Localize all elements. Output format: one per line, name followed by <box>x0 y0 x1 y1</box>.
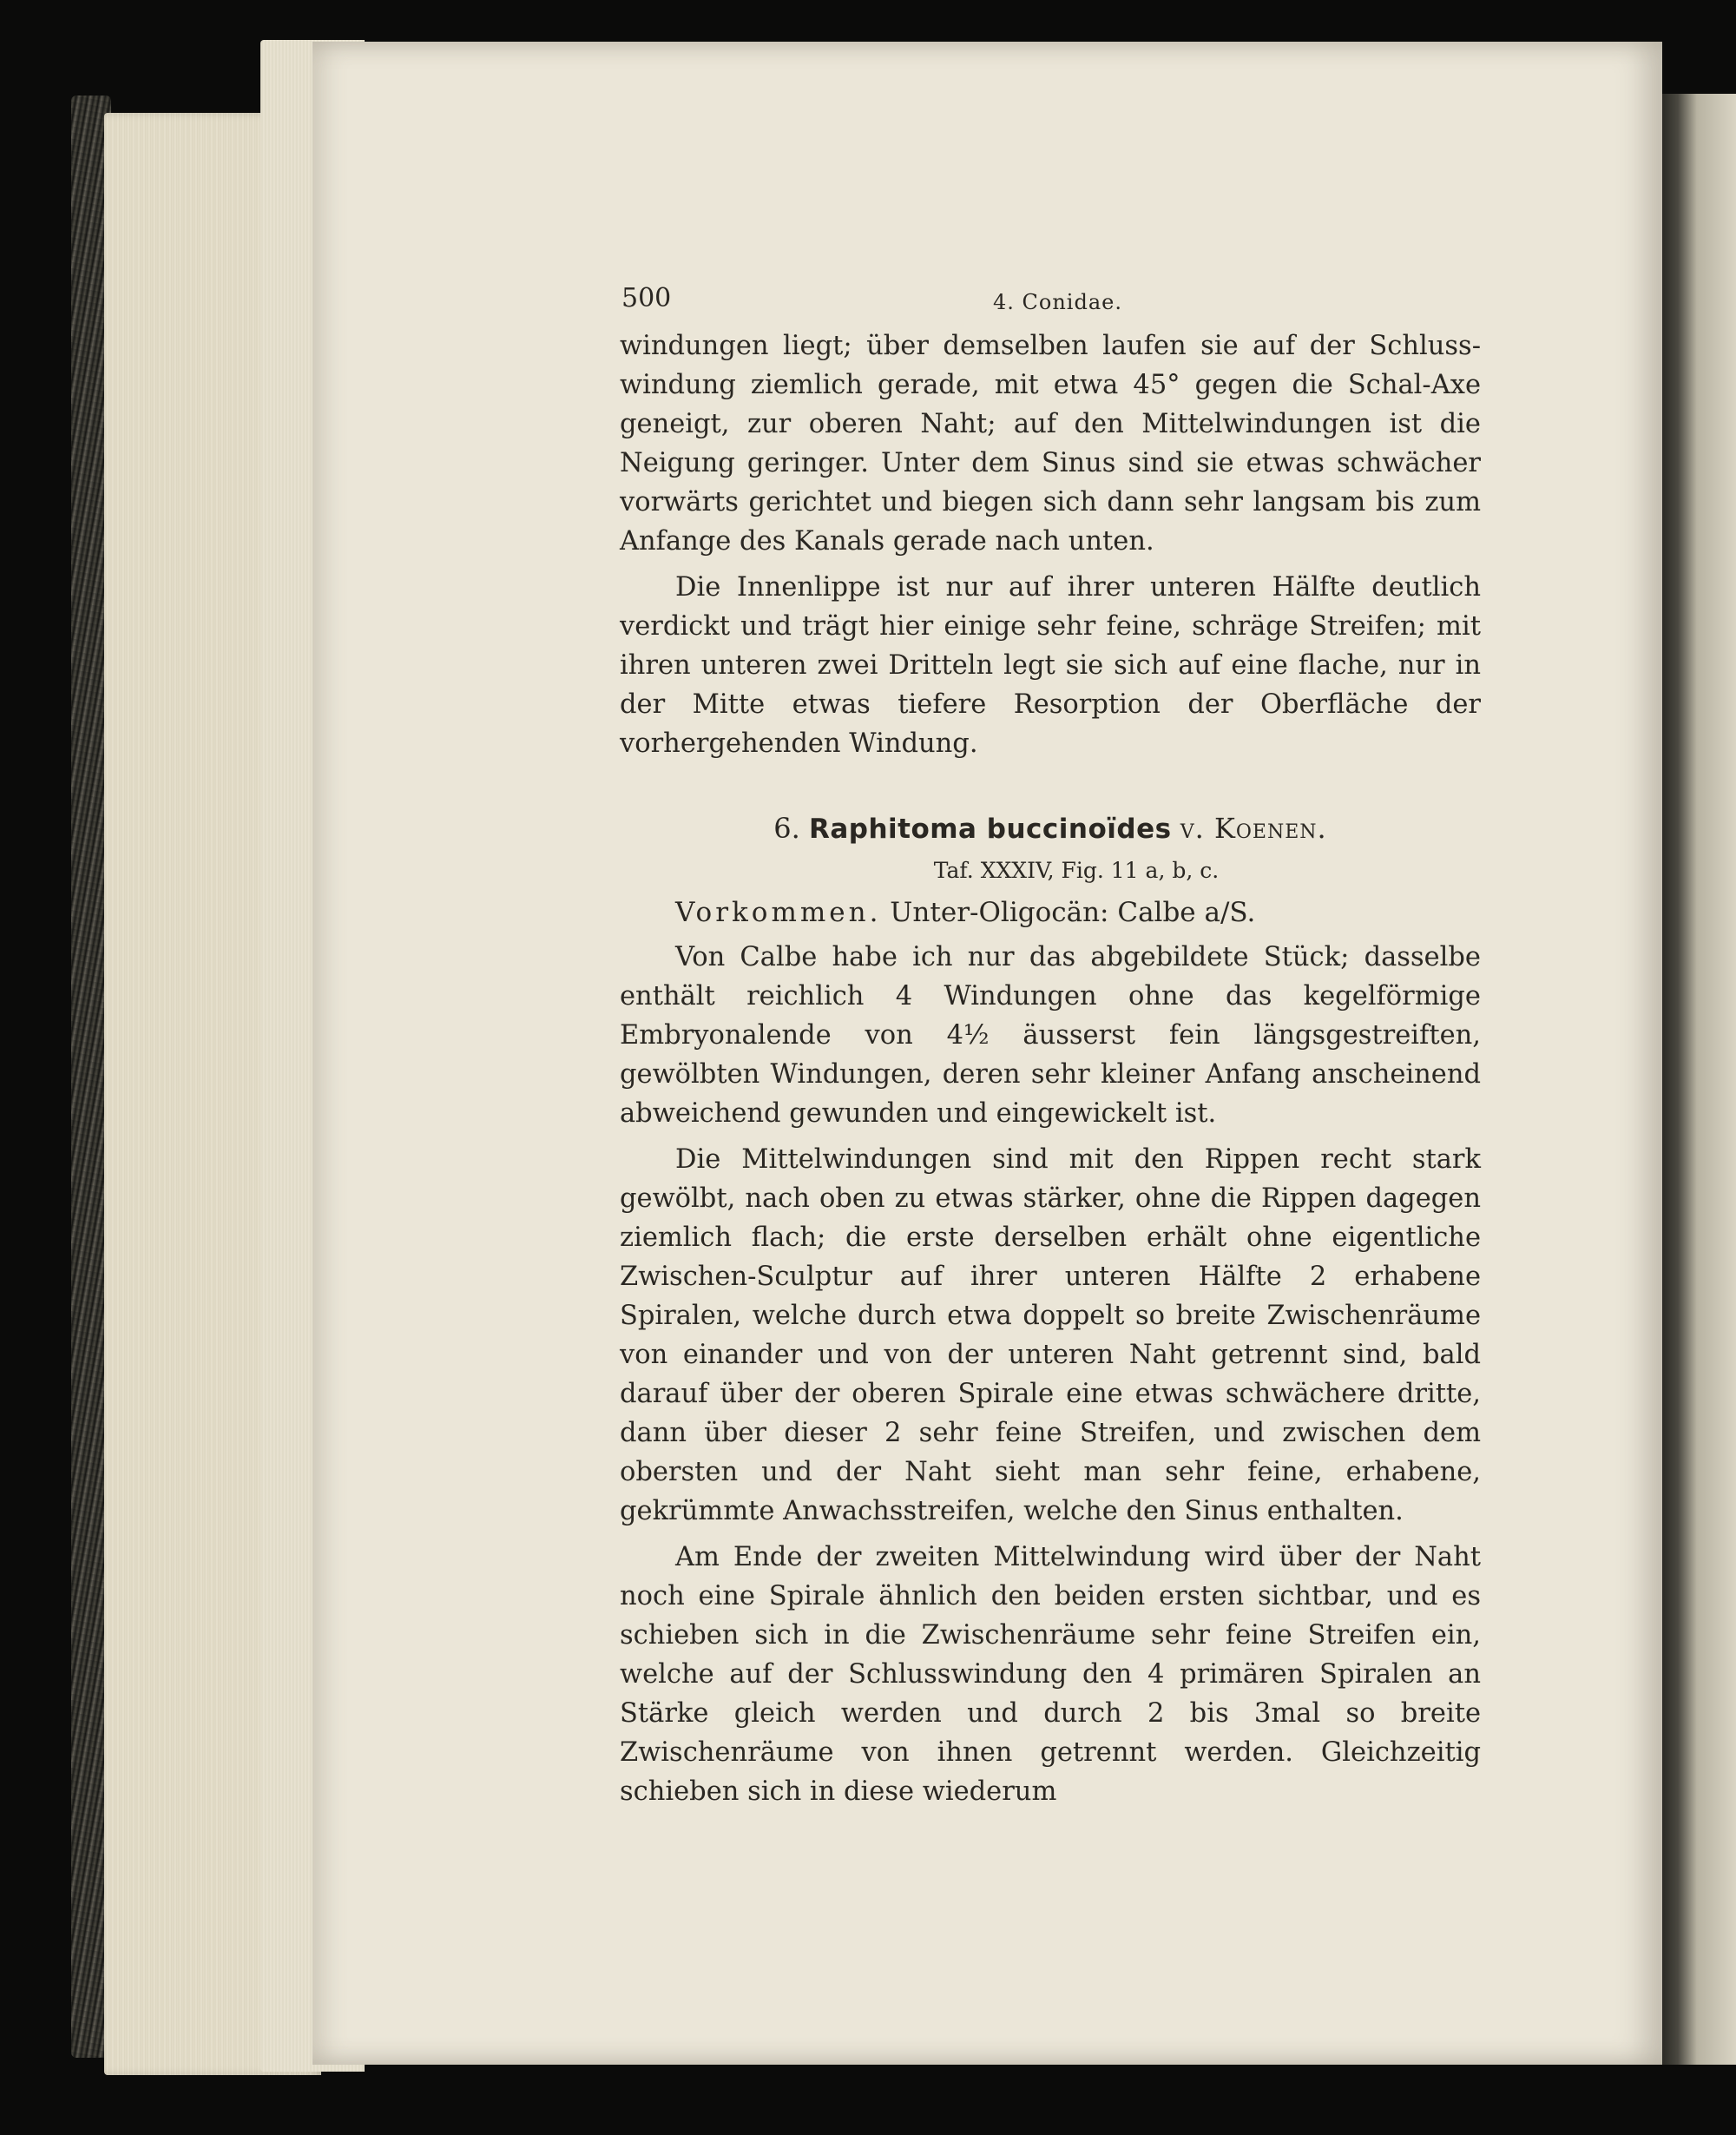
paragraph-innenlippe: Die Innenlippe ist nur auf ihrer unteren Hälfte deutlich verdickt und trägt hier einige sehr feine, schräge Streifen; mit ihren unteren zwei Dritteln legt sie sich auf eine flache, nur in der Mitte etwas tiefere Resorption der Oberfläche der vorhergehenden Windung. <box>620 572 1481 759</box>
plate-reference: Taf. XXXIV, Fig. 11 a, b, c. <box>933 858 1220 883</box>
paragraph-calbe: Von Calbe habe ich nur das abgebildete Stück; dasselbe enthält reichlich 4 Windungen ohne das kegelförmige Embryonalende von 4½ äusserst fein längsgestreiften, gewölbten Windungen, deren sehr kleiner Anfang anscheinend abweichend gewunden und eingewickelt ist. <box>620 942 1481 1129</box>
facing-page-gutter <box>1662 94 1736 2065</box>
page-text-block <box>620 278 1481 1811</box>
species-number: 6. <box>773 812 800 845</box>
paragraph-continued: windungen liegt; über demselben laufen sie auf der Schluss-windung ziemlich gerade, mit etwa 45° gegen die Schal-Axe geneigt, zur oberen Naht; auf den Mittelwindungen ist die Neigung geringer. Unter dem Sinus sind sie etwas schwächer vorwärts gerichtet und biegen sich dann sehr langsam bis zum Anfange des Kanals gerade nach unten. <box>620 331 1481 557</box>
occurrence-value: Unter-Oligocän: Calbe a/S. <box>890 897 1256 928</box>
species-name: Raphitoma buccinoïdes <box>808 814 1172 845</box>
species-author: v. Koenen. <box>1180 812 1327 845</box>
page-number: 500 <box>621 283 672 313</box>
occurrence-line <box>620 891 1481 934</box>
occurrence-label: Vorkommen. <box>675 897 882 928</box>
species-heading <box>620 807 1481 851</box>
running-head <box>620 278 1481 326</box>
paragraph-mittelwindungen: Die Mittelwindungen sind mit den Rippen recht stark gewölbt, nach oben zu etwas stärker, ohne die Rippen dagegen ziemlich flach; die erste derselben erhält ohne eigentliche Zwischen-Sculptur auf ihrer unteren Hälfte 2 erhabene Spiralen, welche durch etwa doppelt so breite Zwischenräume von einander und von der unteren Naht getrennt sind, bald darauf über der oberen Spirale eine etwas schwächere dritte, dann über dieser 2 sehr feine Streifen, und zwischen dem obersten und der Naht sieht man sehr feine, erhabene, gekrümmte Anwachsstreifen, welche den Sinus enthalten. <box>620 1144 1481 1526</box>
running-head-title: 4. Conidae. <box>993 290 1122 314</box>
paragraph-zweite-mittelwindung: Am Ende der zweiten Mittelwindung wird über der Naht noch eine Spirale ähnlich den beiden ersten sichtbar, und es schieben sich in die Zwischenräume sehr feine Streifen ein, welche auf der Schlusswindung den 4 primären Spiralen an Stärke gleich werden und durch 2 bis 3mal so breite Zwischenräume von ihnen getrennt werden. Gleichzeitig schieben sich in diese wiederum <box>620 1542 1481 1807</box>
